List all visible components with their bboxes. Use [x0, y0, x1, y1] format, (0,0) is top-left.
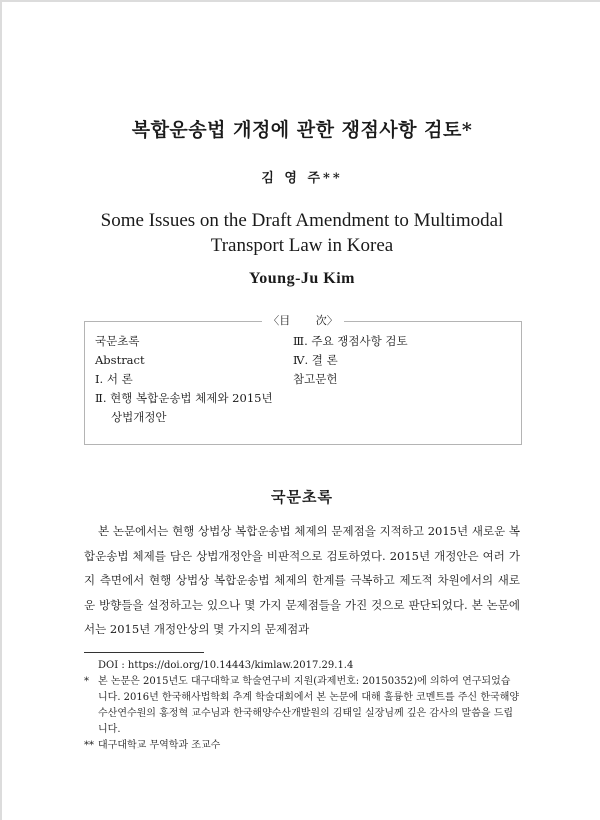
footnote-text: 본 논문은 2015년도 대구대학교 학술연구비 지원(과제번호: 20150352)에 의하여 연구되었습니다. 2016년 한국해사법학회 추계 학술대회에서 본 논문에 대해 훌륭한 코멘트를 주신 한국해양수산연수원의 홍정혁 교수님과 한국해양수산개발원의 김태일 실장님께 깊은 감사의 말씀을 드립니다. [98, 676, 520, 735]
table-of-contents [84, 314, 522, 445]
paper-title-korean: 복합운송법 개정에 관한 쟁점사항 검토* [131, 119, 473, 141]
author-name-english: Young-Ju Kim [248, 270, 356, 287]
toc-item: Ⅳ. 결 론 [293, 353, 338, 367]
author-name-korean: 김 영 주** [261, 171, 343, 186]
toc-heading [85, 313, 521, 329]
footnote-marker: ** [84, 740, 94, 751]
toc-item: Ⅲ. 주요 쟁점사항 검토 [293, 334, 408, 348]
footnotes [84, 658, 520, 754]
toc-item-continuation: 상법개정안 [111, 410, 167, 424]
doi-line: DOI : https://doi.org/10.14443/kimlaw.2017.29.1.4 [98, 660, 354, 671]
footnote-2 [84, 738, 520, 754]
footnote-divider [84, 652, 204, 653]
paper-title-english [2, 208, 600, 258]
toc-right-column [293, 332, 513, 389]
footnote-text: 대구대학교 무역학과 조교수 [98, 740, 221, 751]
footnote-1 [84, 674, 520, 738]
section-heading-korean-abstract: 국문초록 [271, 488, 333, 506]
footnote-marker: * [84, 676, 89, 687]
abstract-paragraph: 본 논문에서는 현행 상법상 복합운송법 체제의 문제점을 지적하고 2015년 새로운 복합운송법 체제를 담은 상법개정안을 비판적으로 검토하였다. 2015년 개정안은 여러 가지 측면에서 현행 상법상 복합운송법 체제의 한계를 극복하고 제도적 차원에서의 새로운 방향들을 설정하고는 있으나 몇 가지 문제점들을 가진 것으로 판단되었다. 본 논문에서는 2015년 개정안상의 몇 가지의 문제점과 [84, 524, 520, 636]
toc-left-column [95, 332, 295, 427]
title-english-line-2: Transport Law in Korea [210, 235, 394, 256]
toc-item: 국문초록 [95, 334, 140, 348]
toc-item: Ⅱ. 현행 복합운송법 체제와 2015년 [95, 391, 273, 405]
toc-item: 참고문헌 [293, 372, 338, 386]
toc-item: Ⅰ. 서 론 [95, 372, 133, 386]
toc-item: Abstract [95, 353, 145, 367]
toc-heading-text: 〈目 次〉 [262, 314, 344, 327]
title-english-line-1: Some Issues on the Draft Amendment to Multimodal [100, 210, 504, 231]
